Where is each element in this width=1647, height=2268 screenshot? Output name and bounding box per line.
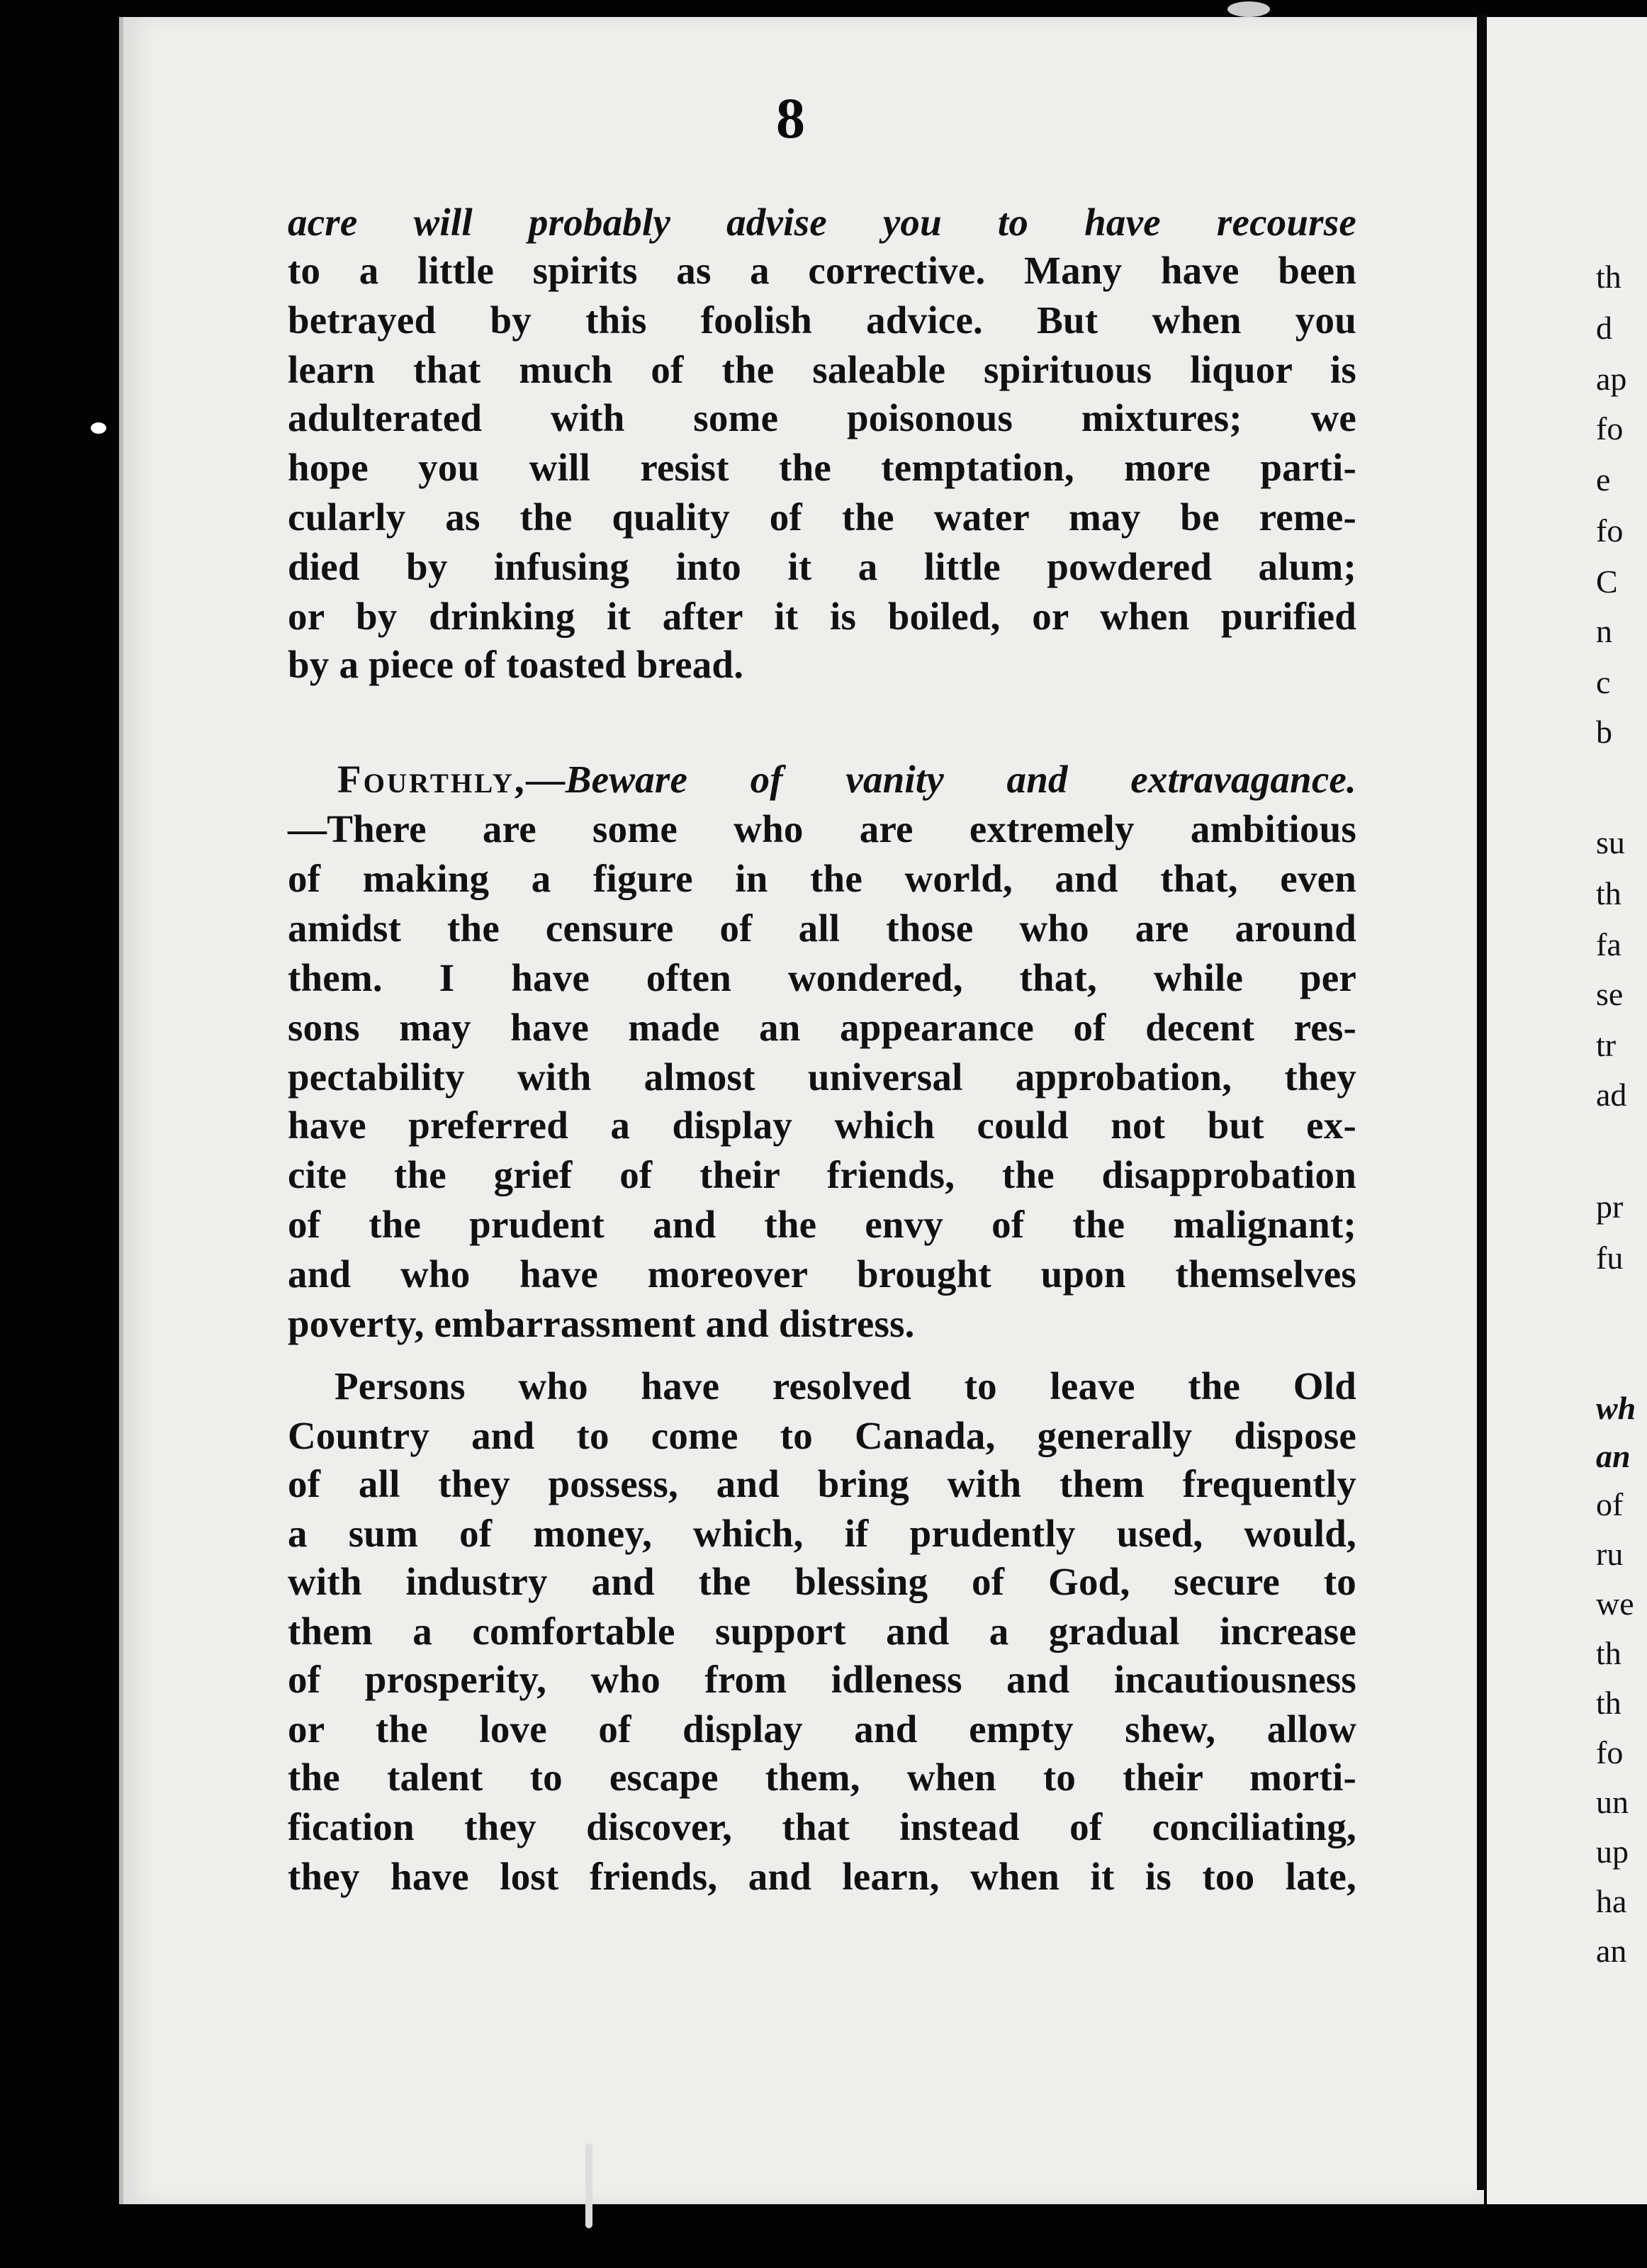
facing-fragment: we — [1596, 1585, 1634, 1622]
text-line: with industry and the blessing of God, secure to — [288, 1560, 1356, 1603]
scan-speck — [1227, 1, 1270, 17]
text-line: —There are some who are extremely ambitious — [288, 807, 1356, 850]
section-heading: —Beware of vanity and extravagance. — [526, 758, 1356, 801]
text-line: cite the grief of their friends, the disapprobation — [288, 1153, 1356, 1196]
facing-fragment: tr — [1596, 1027, 1617, 1063]
page-number: 8 — [776, 86, 805, 150]
text-line: adulterated with some poisonous mixtures; we — [288, 396, 1356, 439]
facing-fragment: up — [1596, 1834, 1629, 1870]
facing-fragment: of — [1596, 1486, 1624, 1522]
text-line: and who have moreover brought upon themselves — [288, 1252, 1356, 1296]
facing-fragment: d — [1596, 310, 1612, 346]
facing-fragment: n — [1596, 613, 1612, 649]
facing-fragment: se — [1596, 976, 1624, 1012]
text-line-word: acre will probably advise you to have recourse — [288, 201, 1356, 244]
facing-fragment: fa — [1596, 926, 1621, 962]
facing-fragment: e — [1596, 461, 1611, 498]
text-line: betrayed by this foolish advice. But when you — [288, 298, 1356, 342]
facing-fragment: ha — [1596, 1883, 1627, 1919]
text-line: fication they discover, that instead of conciliating, — [288, 1805, 1356, 1848]
text-line: of making a figure in the world, and that, even — [288, 857, 1356, 900]
facing-fragment: su — [1596, 824, 1625, 860]
text-line: or by drinking it after it is boiled, or when purified — [288, 595, 1356, 638]
text-line: or the love of display and empty shew, allow — [288, 1707, 1356, 1751]
text-line: them. I have often wondered, that, while per — [288, 956, 1356, 999]
facing-fragment: th — [1596, 875, 1621, 911]
text-line: sons may have made an appearance of decent res- — [288, 1006, 1356, 1049]
scan-speck — [585, 2143, 592, 2228]
facing-fragment: C — [1596, 563, 1618, 600]
text-line: pectability with almost universal approbation, they — [288, 1055, 1356, 1099]
facing-fragment: fo — [1596, 512, 1624, 549]
text-line: have preferred a display which could not but ex- — [288, 1104, 1356, 1147]
facing-fragment: b — [1596, 714, 1612, 750]
facing-fragment: pr — [1596, 1189, 1624, 1225]
text-line: them a comfortable support and a gradual increase — [288, 1610, 1356, 1653]
facing-fragment: ad — [1596, 1077, 1627, 1113]
text-line: hope you will resist the temptation, more parti- — [288, 446, 1356, 489]
text-line: to a little spirits as a corrective. Many have been — [288, 249, 1356, 292]
text-line: learn that much of the saleable spirituous liquor is — [288, 348, 1356, 391]
text-line: died by infusing into it a little powdered alum; — [288, 545, 1356, 588]
text-line: by a piece of toasted bread. — [288, 643, 744, 686]
facing-fragment: an — [1596, 1438, 1631, 1474]
text-line — [288, 203, 1356, 242]
facing-fragment: un — [1596, 1784, 1629, 1820]
text-line: amidst the censure of all those who are around — [288, 906, 1356, 950]
text-line: of all they possess, and bring with them frequently — [288, 1462, 1356, 1505]
facing-fragment: an — [1596, 1933, 1627, 1969]
facing-fragment: fo — [1596, 410, 1624, 447]
facing-fragment: th — [1596, 259, 1621, 295]
text-line: of the prudent and the envy of the malignant; — [288, 1203, 1356, 1246]
section-lead: Fourthly, — [337, 758, 527, 801]
text-line: of prosperity, who from idleness and incautiousness — [288, 1658, 1356, 1701]
section-heading-line — [337, 760, 1356, 799]
facing-fragment: th — [1596, 1635, 1621, 1671]
text-line: the talent to escape them, when to their morti- — [288, 1756, 1356, 1799]
facing-fragment: fo — [1596, 1734, 1624, 1770]
text-line: cularly as the quality of the water may be reme- — [288, 495, 1356, 539]
facing-fragment: ap — [1596, 361, 1627, 397]
text-line: Persons who have resolved to leave the Old — [335, 1364, 1356, 1408]
text-line: they have lost friends, and learn, when it is too late, — [288, 1855, 1356, 1898]
facing-fragment: fu — [1596, 1240, 1624, 1276]
text-line: Country and to come to Canada, generally dispose — [288, 1414, 1356, 1457]
text-line: a sum of money, which, if prudently used, would, — [288, 1512, 1356, 1555]
facing-fragment: th — [1596, 1685, 1621, 1721]
facing-fragment: c — [1596, 664, 1611, 700]
page-gutter — [1477, 14, 1487, 2190]
facing-fragment: wh — [1596, 1390, 1636, 1426]
text-line: poverty, embarrassment and distress. — [288, 1302, 915, 1345]
scan-speck — [91, 422, 106, 434]
facing-fragment: ru — [1596, 1536, 1624, 1572]
